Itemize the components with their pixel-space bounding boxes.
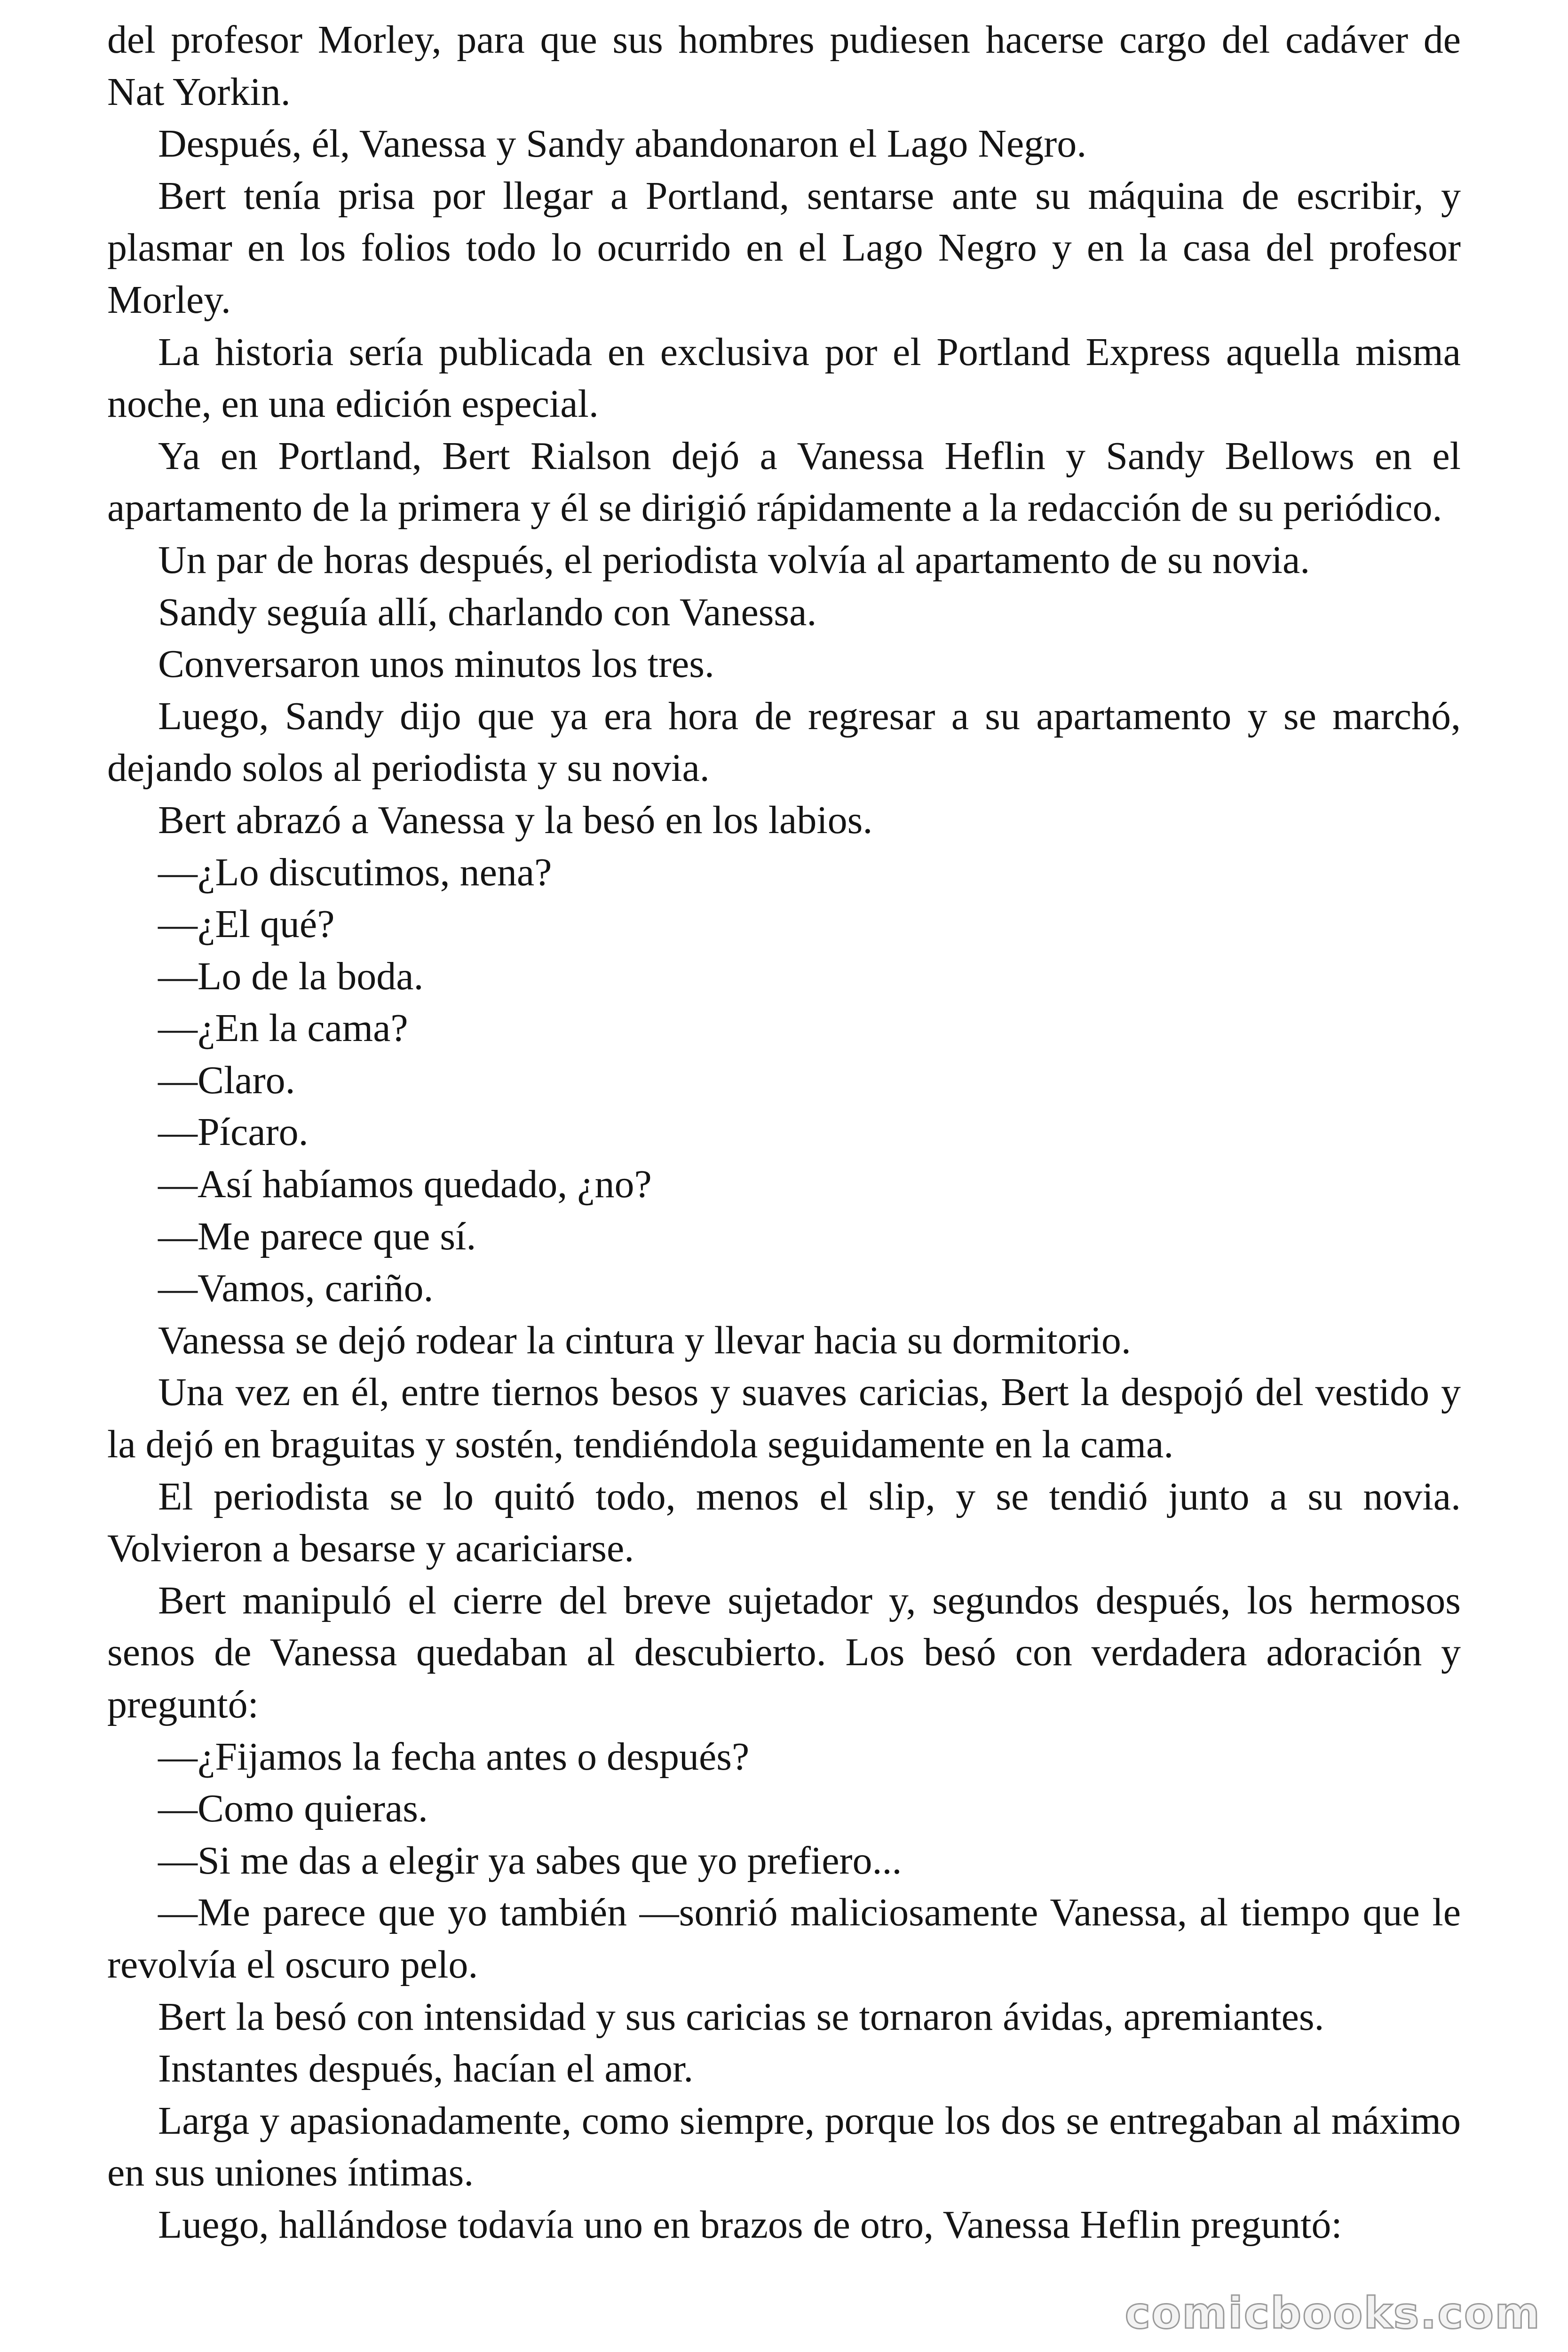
paragraph: Después, él, Vanessa y Sandy abandonaron el Lago Negro. xyxy=(158,122,1087,166)
paragraph: Luego, Sandy dijo que ya era hora de regresar a su apartamento y se marchó, dejando solos al periodista y su novia. xyxy=(107,694,1461,790)
paragraph: Larga y apasionadamente, como siempre, porque los dos se entregaban al máximo en sus uniones íntimas. xyxy=(107,2098,1461,2195)
dialogue-line: —Pícaro. xyxy=(158,1110,309,1154)
dialogue-line: —Así habíamos quedado, ¿no? xyxy=(158,1162,652,1207)
paragraph: Bert la besó con intensidad y sus caricias se tornaron ávidas, apremiantes. xyxy=(158,1994,1324,2039)
page-text xyxy=(107,14,1461,2251)
dialogue-line: —Vamos, cariño. xyxy=(158,1266,434,1311)
paragraph: Ya en Portland, Bert Rialson dejó a Vanessa Heflin y Sandy Bellows en el apartamento de la primera y él se dirigió rápidamente a la redacción de su periódico. xyxy=(107,434,1461,530)
watermark: comicbooks.com xyxy=(1125,2288,1541,2338)
paragraph: Una vez en él, entre tiernos besos y suaves caricias, Bert la despojó del vestido y la dejó en braguitas y sostén, tendiéndola seguidamente en la cama. xyxy=(107,1370,1461,1467)
paragraph: Bert manipuló el cierre del breve sujetador y, segundos después, los hermosos senos de Vanessa quedaban al descubierto. Los besó con verdadera adoración y preguntó: xyxy=(107,1578,1461,1726)
dialogue-line: —Lo de la boda. xyxy=(158,954,424,998)
dialogue-line: —Me parece que yo también —sonrió maliciosamente Vanessa, al tiempo que le revolvía el oscuro pelo. xyxy=(107,1891,1461,1986)
dialogue-line: —¿En la cama? xyxy=(158,1006,408,1050)
paragraph: Sandy seguía allí, charlando con Vanessa. xyxy=(158,590,817,634)
paragraph: Bert tenía prisa por llegar a Portland, sentarse ante su máquina de escribir, y plasmar en los folios todo lo ocurrido en el Lago Negro y en la casa del profesor Morley. xyxy=(107,174,1461,322)
paragraph: Un par de horas después, el periodista volvía al apartamento de su novia. xyxy=(158,538,1310,582)
paragraph: Bert abrazó a Vanessa y la besó en los labios. xyxy=(158,798,873,842)
dialogue-line: —¿El qué? xyxy=(158,902,335,946)
dialogue-line: —¿Fijamos la fecha antes o después? xyxy=(158,1734,750,1779)
paragraph: La historia sería publicada en exclusiva por el Portland Express aquella misma noche, en una edición especial. xyxy=(107,330,1461,426)
dialogue-line: —Como quieras. xyxy=(158,1787,428,1831)
dialogue-line: —¿Lo discutimos, nena? xyxy=(158,850,552,894)
paragraph: Luego, hallándose todavía uno en brazos de otro, Vanessa Heflin preguntó: xyxy=(158,2202,1342,2247)
dialogue-line: —Me parece que sí. xyxy=(158,1214,476,1258)
dialogue-line: —Claro. xyxy=(158,1058,295,1102)
paragraph: del profesor Morley, para que sus hombres pudiesen hacerse cargo del cadáver de Nat Yorkin. xyxy=(107,18,1461,114)
paragraph: Conversaron unos minutos los tres. xyxy=(158,642,714,686)
dialogue-line: —Si me das a elegir ya sabes que yo prefiero... xyxy=(158,1838,902,1883)
paragraph: El periodista se lo quitó todo, menos el slip, y se tendió junto a su novia. Volvieron a besarse y acariciarse. xyxy=(107,1474,1461,1571)
paragraph: Instantes después, hacían el amor. xyxy=(158,2047,694,2091)
paragraph: Vanessa se dejó rodear la cintura y llevar hacia su dormitorio. xyxy=(158,1318,1131,1362)
